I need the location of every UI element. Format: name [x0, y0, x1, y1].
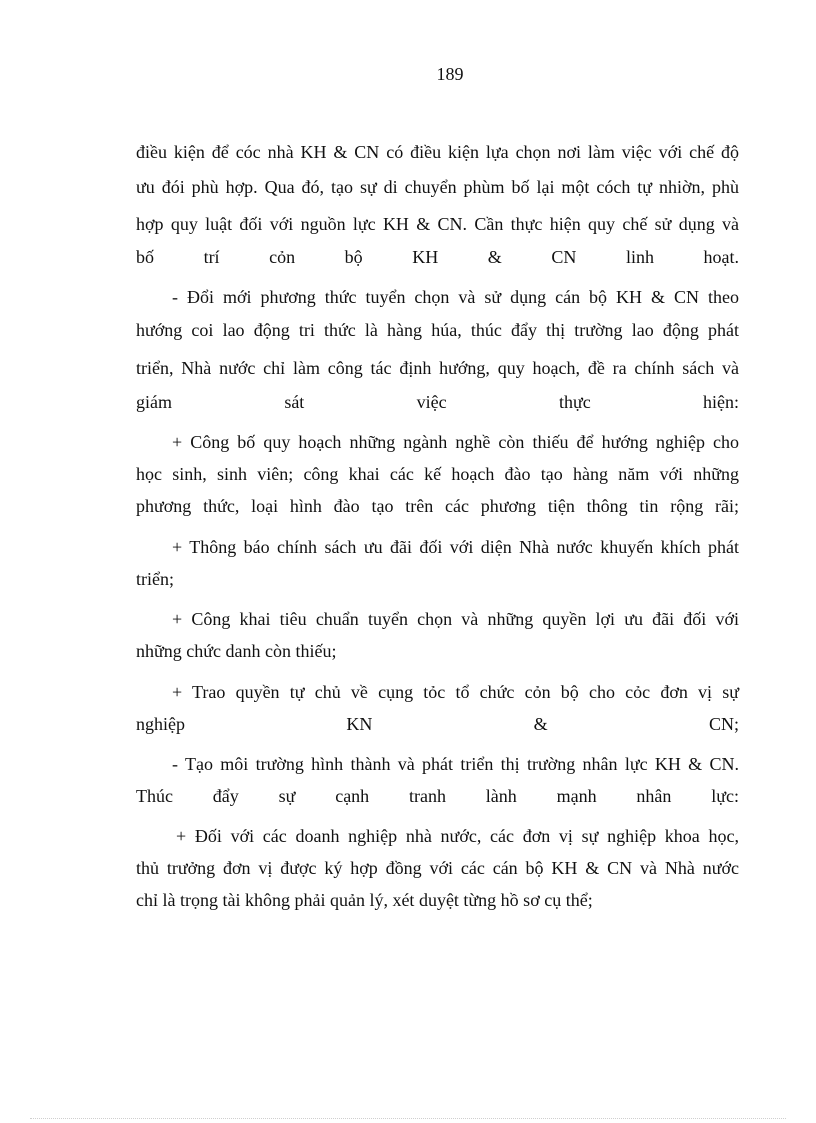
text-line: - Tạo môi trường hình thành và phát triển thị trường nhân lực KH & CN. — [172, 754, 739, 774]
text-line: phương thức, loại hình đào tạo trên các phương tiện thông tin rộng rãi; — [136, 496, 739, 516]
text-line: + Trao quyền tự chủ về cụng tỏc tổ chức cỏn bộ cho cỏc đơn vị sự — [172, 682, 739, 702]
page-number: 189 — [436, 64, 464, 84]
text-line: triển; — [136, 569, 174, 589]
text-line: hướng coi lao động tri thức là hàng húa, thúc đẩy thị trường lao động phát — [136, 320, 739, 340]
text-line: giám sát việc thực hiện: — [136, 392, 739, 412]
text-line: - Đổi mới phương thức tuyển chọn và sử dụng cán bộ KH & CN theo — [172, 287, 739, 307]
text-line: Thúc đẩy sự cạnh tranh lành mạnh nhân lực: — [136, 786, 739, 806]
text-line: thủ trưởng đơn vị được ký hợp đồng với các cán bộ KH & CN và Nhà nước — [136, 858, 739, 878]
text-line: điều kiện để cóc nhà KH & CN có điều kiện lựa chọn nơi làm việc với chế độ — [136, 142, 739, 162]
text-line: ưu đói phù hợp. Qua đó, tạo sự di chuyển phùm bố lại một cóch tự nhiờn, phù — [136, 177, 739, 197]
text-line: hợp quy luật đối với nguồn lực KH & CN. Cần thực hiện quy chế sử dụng và — [136, 214, 739, 234]
text-line: + Thông báo chính sách ưu đãi đối với diện Nhà nước khuyến khích phát — [172, 537, 739, 557]
text-line: + Công bố quy hoạch những ngành nghề còn thiếu để hướng nghiệp cho — [172, 432, 739, 452]
page-bottom-divider — [30, 1118, 786, 1119]
text-line: nghiệp KN & CN; — [136, 714, 739, 734]
text-line: chỉ là trọng tài không phải quản lý, xét duyệt từng hồ sơ cụ thể; — [136, 890, 593, 910]
text-line: + Đối với các doanh nghiệp nhà nước, các đơn vị sự nghiệp khoa học, — [176, 826, 739, 846]
text-line: những chức danh còn thiếu; — [136, 641, 337, 661]
text-line: bố trí cỏn bộ KH & CN linh hoạt. — [136, 247, 739, 267]
text-line: + Công khai tiêu chuẩn tuyển chọn và những quyền lợi ưu đãi đối với — [172, 609, 739, 629]
text-line: học sinh, sinh viên; công khai các kế hoạch đào tạo hàng năm với những — [136, 464, 739, 484]
text-line: triển, Nhà nước chỉ làm công tác định hướng, quy hoạch, đề ra chính sách và — [136, 358, 739, 378]
